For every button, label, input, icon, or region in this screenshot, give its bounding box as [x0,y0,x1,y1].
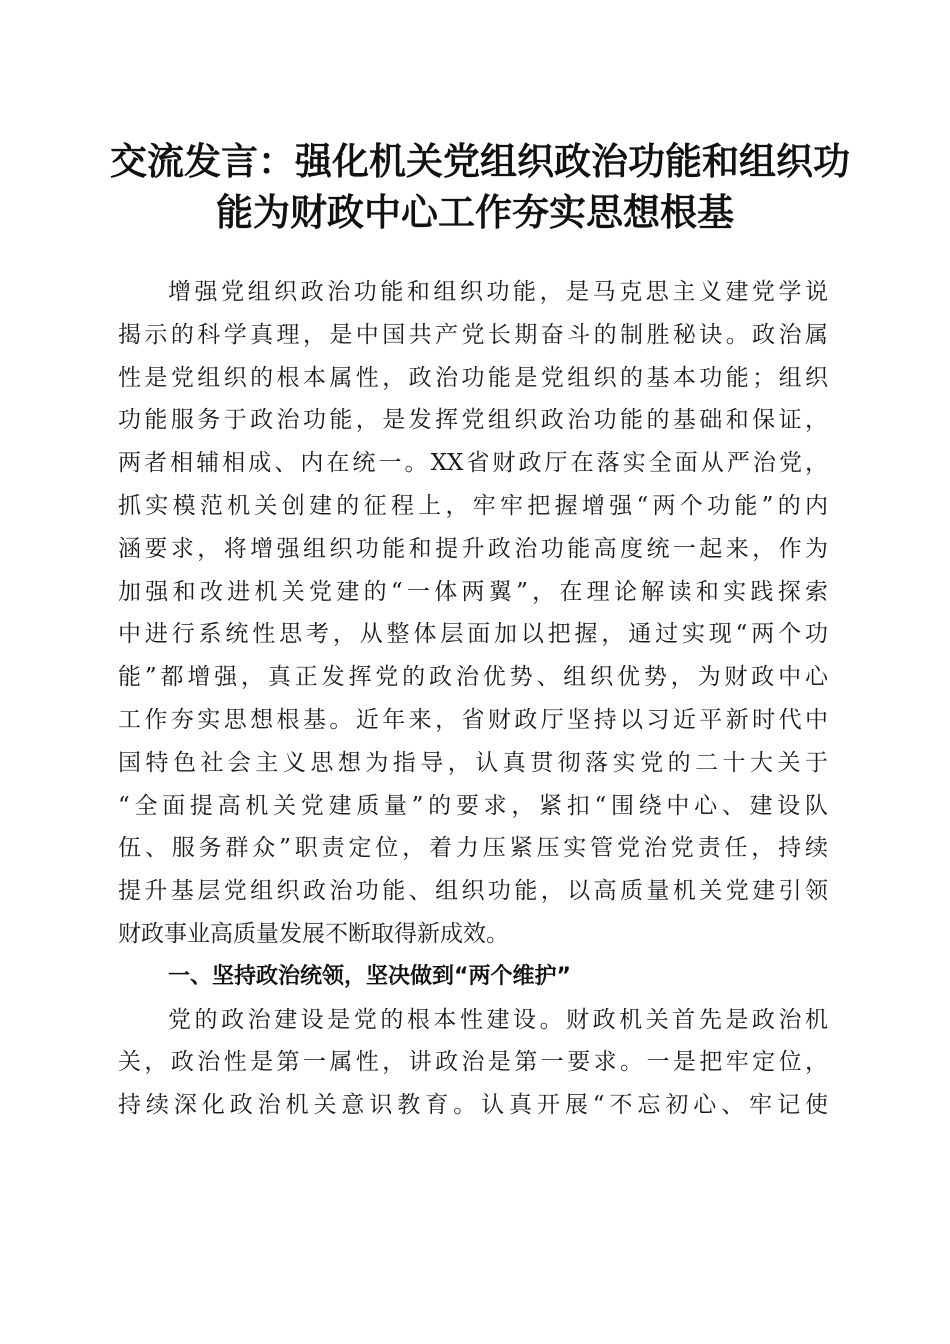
paragraph-line: 抓实模范机关创建的征程上，牢牢把握增强“两个功能”的内 [118,492,828,519]
paragraph-line: “全面提高机关党建质量”的要求，紧扣“围绕中心、建设队 [118,792,828,819]
paragraph-section-1 [118,999,828,1127]
paragraph-line: 党的政治建设是党的根本性建设。财政机关首先是政治机 [168,1006,828,1033]
title-line-2: 能为财政中心工作夯实思想根基 [216,190,734,234]
document-title [110,136,850,238]
paragraph-line: 国特色社会主义思想为指导，认真贯彻落实党的二十大关于 [118,749,828,776]
paragraph-line: 性是党组织的根本属性，政治功能是党组织的基本功能；组织 [118,364,828,391]
title-line-1: 交流发言：强化机关党组织政治功能和组织功 [110,139,850,183]
document-body [118,271,828,1127]
paragraph-line: 财政事业高质量发展不断取得新成效。 [118,920,509,947]
paragraph-line: 增强党组织政治功能和组织功能，是马克思主义建党学说 [168,279,828,305]
paragraph-line: 中进行系统性思考，从整体层面加以把握，通过实现“两个功 [118,621,828,648]
paragraph-line: 关，政治性是第一属性，讲政治是第一要求。一是把牢定位， [118,1049,828,1076]
paragraph-line: 能”都增强，真正发挥党的政治优势、组织优势，为财政中心 [118,664,828,691]
paragraph-line: 两者相辅相成、内在统一。XX省财政厅在落实全面从严治党， [118,450,828,477]
paragraph-line: 功能服务于政治功能，是发挥党组织政治功能的基础和保证， [118,407,828,434]
section-heading: 一、坚持政治统领，坚决做到“两个维护” [168,963,571,989]
paragraph-line: 提升基层党组织政治功能、组织功能，以高质量机关党建引领 [118,878,828,905]
paragraph-line: 伍、服务群众”职责定位，着力压紧压实管党治党责任，持续 [118,835,828,862]
paragraph-line: 持续深化政治机关意识教育。认真开展“不忘初心、牢记使 [118,1092,828,1119]
paragraph-line: 涵要求，将增强组织功能和提升政治功能高度统一起来，作为 [118,535,828,562]
paragraph-line: 工作夯实思想根基。近年来，省财政厅坚持以习近平新时代中 [118,706,828,733]
paragraph-line: 加强和改进机关党建的“一体两翼”，在理论解读和实践探索 [118,578,828,605]
paragraph-intro [118,271,828,956]
paragraph-line: 揭示的科学真理，是中国共产党长期奋斗的制胜秘诀。政治属 [118,321,828,348]
